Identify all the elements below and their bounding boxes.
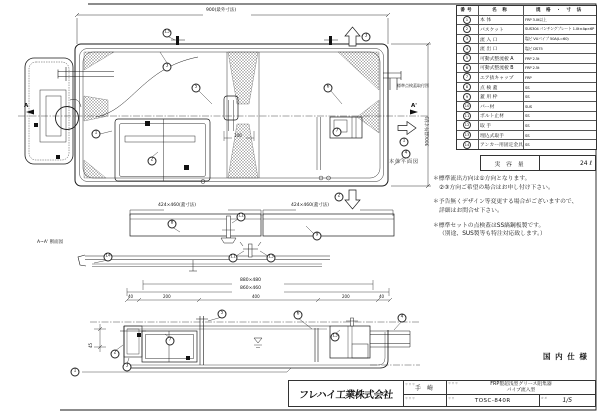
part-spec: FRP [523, 73, 596, 82]
table-row [457, 53, 596, 63]
part-spec: FRP 3.0t以上 [523, 16, 596, 25]
part-number: 3 [457, 35, 478, 44]
part-name: ボルト止材 [478, 112, 523, 121]
arrow-down [345, 190, 360, 209]
drawing-label: 40 [379, 294, 385, 299]
tiny-label-3: ＊＊＊ [448, 380, 459, 385]
part-callout: 11 [229, 254, 238, 263]
empty-cell [404, 395, 446, 406]
table-row [457, 111, 596, 121]
part-callout: 9 [313, 232, 322, 241]
part-number: 7 [457, 73, 478, 82]
arrow-up [345, 27, 360, 46]
note-sub: 詳細はお問合せ下さい。 [439, 208, 503, 215]
table-row [457, 24, 596, 34]
drawing-label: 本体平面図 [389, 159, 420, 165]
table-row [457, 72, 596, 82]
product-title-line2: パイプ流入型 [506, 387, 536, 393]
capacity-value: 24 ℓ [579, 159, 592, 167]
part-name: エア抜キャップ [478, 73, 523, 82]
title-block [288, 380, 596, 407]
drawing-label: 標準点検蓋取付図 [397, 83, 429, 88]
part-name: バー材 [478, 102, 523, 111]
lid-plan [130, 210, 394, 243]
table-row [457, 15, 596, 25]
part-number: 14 [464, 141, 470, 147]
table-row [457, 82, 596, 92]
water-level-mark [254, 338, 262, 343]
drawing-label: 880×480 [240, 278, 261, 283]
part-spec: SUS304 パンチングプレート 1.0t×4φ×6P [523, 25, 596, 34]
note-item [433, 222, 597, 239]
part-name: 点 検 蓋 [478, 83, 523, 92]
part-callout: 2 [335, 193, 344, 202]
capacity-box [480, 155, 596, 171]
notes [433, 175, 597, 245]
part-callout: 1 [400, 138, 409, 147]
scale-value: 1/5 [562, 397, 573, 404]
part-callout: 3 [163, 63, 172, 72]
part-name: 蓋 用 枠 [478, 92, 523, 101]
model-row [447, 395, 595, 406]
part-name: 本 体 [478, 16, 523, 25]
approver-cell [404, 381, 446, 395]
part-callout: 5 [218, 310, 227, 319]
table-row [457, 101, 596, 111]
title-column [447, 381, 595, 406]
part-spec: SS [523, 131, 596, 140]
part-number: 5 [457, 54, 478, 63]
note-item [433, 175, 597, 192]
header-number: 番号 [460, 8, 474, 14]
model-number: TOSC-840R [474, 397, 511, 404]
part-name: 可動式整流板 B [478, 64, 523, 73]
dim-top [77, 15, 388, 44]
drawing-label: 424×460(蓋寸法) [158, 203, 196, 208]
part-callout: 13 [267, 254, 276, 263]
part-name: 流 出 口 [478, 44, 523, 53]
part-name: 可動式整流板 A [478, 54, 523, 63]
parts-table-header [457, 6, 596, 15]
part-number: 1 [457, 16, 478, 25]
part-callout: 13 [163, 29, 172, 38]
part-callout: 2 [148, 157, 157, 166]
part-number: 11 [464, 112, 470, 118]
part-callout: 13 [331, 333, 340, 342]
plan-view [18, 13, 431, 188]
company-logo: フレハイ工業株式会社 [298, 390, 394, 401]
part-callout: 7 [166, 337, 175, 346]
part-callout: 1 [71, 368, 80, 377]
part-name: 埋込式取手 [478, 131, 523, 140]
part-spec: FRP 2.5t [523, 64, 596, 73]
part-callout: 1 [92, 130, 101, 139]
part-callout: 6 [294, 311, 303, 320]
tiny-label-5: ＊＊ [540, 395, 548, 400]
part-spec: SUS [523, 102, 596, 111]
part-callout: 4 [402, 150, 411, 159]
model-cell [447, 395, 540, 406]
note-sub: ②③方向ご希望の場合はお申し付け下さい。 [439, 184, 554, 191]
header-spec: 規 格 ・ 寸 法 [523, 6, 596, 15]
table-row [457, 63, 596, 73]
product-title-line1: FRP製超浅型グリース阻集器 [490, 381, 552, 387]
note-main: ＊標準流出方向は①方向となります。 [433, 176, 531, 182]
table-row [457, 139, 596, 149]
part-callout: 3 [123, 363, 132, 372]
drawing-label: A [24, 103, 29, 109]
drawing-label: A' [411, 103, 417, 109]
part-number: 8 [457, 83, 478, 92]
product-title-cell [447, 381, 595, 395]
part-callout: 2 [111, 350, 120, 359]
table-row [457, 120, 596, 130]
part-callout: 4 [398, 314, 407, 323]
note-main: ＊標準セットの点検蓋はSS縞鋼板製です。 [433, 222, 545, 229]
part-spec: FRP 2.5t [523, 54, 596, 63]
part-number: 13 [464, 132, 470, 138]
hatch-areas [84, 52, 379, 178]
part-name: 流 入 口 [478, 35, 523, 44]
note-item [433, 198, 597, 215]
part-spec: SS [523, 112, 596, 121]
part-callout: 6 [324, 84, 333, 93]
note-main: ＊予告無くデザイン等変更する場合がございますので、 [433, 199, 578, 206]
company-cell [289, 381, 404, 406]
part-number: 2 [457, 25, 478, 34]
drawing-label: A~A' 断面図 [37, 240, 64, 245]
part-name: 取 手 [478, 121, 523, 130]
part-number: 4 [457, 44, 478, 53]
tiny-label-4: ＊＊ [448, 395, 456, 400]
domestic-spec-label: 国 内 仕 様 [543, 352, 588, 361]
drawing-label: 424×460(蓋寸法) [291, 203, 329, 208]
lid-section [78, 242, 392, 302]
part-spec: SS [523, 92, 596, 101]
part-name: アンカー用固定金具 [478, 140, 523, 149]
scale-cell [540, 395, 595, 406]
drawing-label: 40 [128, 294, 134, 299]
tiny-label-2: ＊＊＊ [405, 395, 416, 400]
table-row [457, 91, 596, 101]
drawing-label: 400 [252, 294, 260, 299]
inlet-pipe [58, 67, 114, 81]
tiny-label-1: ＊＊＊ [405, 381, 416, 386]
part-spec: SS [523, 121, 596, 130]
part-spec: SS [523, 140, 596, 149]
drawing-label: 200 [163, 294, 171, 299]
dim-right [391, 44, 431, 186]
part-name: バスケット [478, 25, 523, 34]
part-number: 10 [464, 103, 470, 109]
drawing-label: 200 [342, 294, 350, 299]
approver-name: 手 崎 [415, 385, 435, 392]
header-name: 名 称 [478, 6, 523, 15]
note-sub: （別途、SUS製等も特注対応致します。） [439, 231, 546, 238]
part-spec: SS [523, 83, 596, 92]
part-number: 9 [457, 92, 478, 101]
drawing-label: 300(最外寸法) [425, 116, 431, 147]
capacity-label: 実 容 量 [481, 156, 540, 170]
part-number: 6 [457, 64, 478, 73]
part-spec: 塩ビ DS75 [523, 44, 596, 53]
arrow-right [398, 122, 416, 135]
part-callout: 14 [104, 253, 113, 262]
part-callout: 5 [192, 84, 201, 93]
part-spec: 塩ビ VUパイプ 50A(L=60) [523, 35, 596, 44]
outlet-pipe [383, 71, 401, 90]
approver-column [404, 381, 447, 406]
section-view [82, 316, 420, 372]
parts-table [456, 5, 597, 150]
table-row [457, 43, 596, 53]
table-row [457, 130, 596, 140]
drawing-label: 860×460 [240, 286, 261, 291]
drawing-label: 100 [234, 133, 242, 138]
part-callout: 3 [362, 33, 371, 42]
drawing-label: 45 [88, 342, 93, 348]
part-number: 12 [464, 122, 470, 128]
part-callout: 11 [237, 213, 246, 222]
table-row [457, 34, 596, 44]
drawing-label: 900(最外寸法) [206, 8, 237, 13]
part-callout: 7 [333, 128, 342, 137]
part-callout: 8 [168, 220, 177, 229]
